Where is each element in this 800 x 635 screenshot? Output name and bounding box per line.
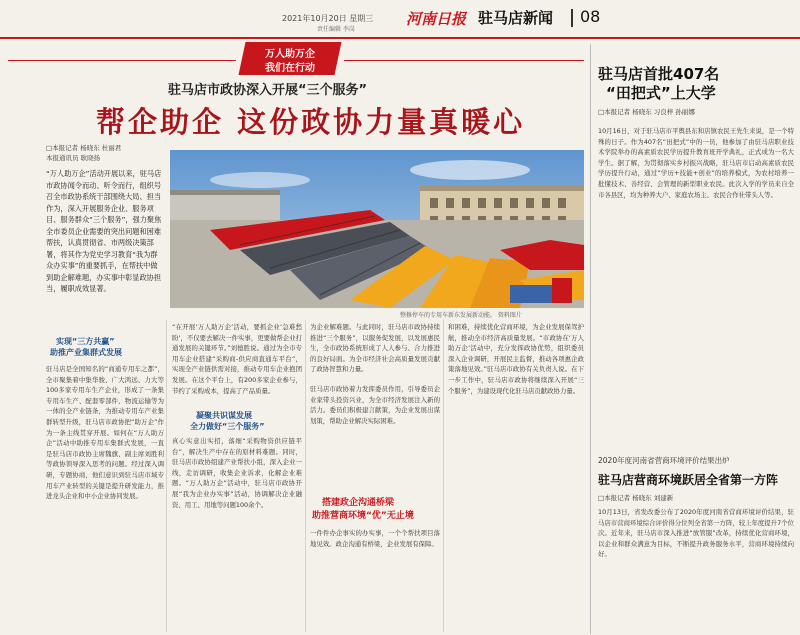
column1-text: 驻马店是全国知名的“商通专用车之都”，全市聚集着中集华骏、广大鸿远、力大等100多家专用车生产企业，形成了一条集专用车生产、配套零部件、物流运输等为一体的全产业链条，为推动专用车产业集群转型升级，驻马店市政协把“助万企”作为一条主线贯穿开展。如何在“万人助万企”活动中助推专用车集群式发展，一直是驻马店市政协主席魏旗、副主席刘胜利等政协领导深入思考的问题。经过深入调研，专题协商，他们意识到驻马店市域专用车产业转型的关键是提升研发能力，推进龙头企业和中小企业协同发展。: [46, 365, 164, 501]
newspaper-logo: 河南日报: [406, 10, 467, 28]
right-article-title-line1: 驻马店首批407名: [598, 65, 720, 83]
column3-heading-line2: 助推营商环境“优”无止境: [312, 511, 414, 521]
column1-heading-line1: 实现“三方共赢”: [56, 337, 115, 346]
right-article2-byline: □本报记者 杨晓东 刘建新: [598, 494, 674, 502]
column2-heading-line1: 凝聚共识谋发展: [196, 411, 252, 420]
right-column-divider: [590, 44, 591, 634]
section-title: 驻马店新闻: [478, 9, 554, 27]
right-article2-subhead: 2020年度河南省营商环境评价结果出炉: [598, 456, 730, 465]
masthead: [0, 0, 800, 38]
column-divider: [166, 320, 167, 632]
column2-heading-line2: 全力做好“三个服务”: [190, 422, 265, 431]
campaign-banner: [242, 42, 338, 75]
byline-reporters: □本报记者 杨晓东 杜丽君: [46, 144, 122, 152]
column1-heading-line2: 助推产业集群式发展: [50, 348, 122, 357]
banner-rule-left: [8, 60, 236, 61]
banner-text-line1: 万人助万企: [265, 49, 315, 60]
factory-photo: [170, 150, 584, 308]
column4-text: 和困难，持续优化营商环境，为企业发展保驾护航，推动全市经济高质量发展。“市政协在‘万人助万企’活动中，充分发挥政协优势，组织委员深入企业调研，开展民主监督，推动各项惠企政策落地见效。”驻马店市政协有关负责人说。在下一步工作中，驻马店市政协将继续深入开展“三个服务”，为建设现代化驻马店贡献政协力量。: [448, 323, 584, 395]
column3-text-continued: 驻马店市政协着力发挥委员作用，引导委员企业家带头投资兴业，为全市经济发展注入新的活力。委员们积极建言献策，为企业发展出谋划策，帮助企业解决实际困难。: [310, 385, 440, 425]
section-divider: [571, 9, 573, 27]
page-number: 08: [580, 7, 601, 26]
column-divider: [443, 320, 444, 632]
right-article-byline: □本报记者 杨晓东 习良梓 孙丽娜: [598, 108, 695, 116]
banner-text-line2: 我们在行动: [265, 63, 315, 74]
article-headline: 帮企助企 这份政协力量真暖心: [96, 105, 526, 139]
photo-caption: 整修停车的专用车新东发展新动能。 资料图片: [400, 312, 522, 319]
byline-correspondent: 本报通讯员 耿晓扬: [46, 154, 101, 162]
column2-text: “在开展‘万人助万企’活动，要抓企业‘急难愁盼’，不仅要去解决一件实事，更要做帮企业打通发展的关键环节。”刘德胜说。通过为全市专用车企业搭建“采购商-供应商直通车平台”，实现全产业链供需对接，推动专用车企业抱团发展。在这个平台上，有200多家企业参与，节约了采购成本，提高了产品质量。: [172, 323, 302, 395]
article-lead: “万人助万企”活动开展以来，驻马店市政协闻令而动、听令而行，组织号召全市政协系统干部围绕大局、担当作为，深入开展服务企业、服务项目、服务群众“三个服务”，强力聚焦全市委员企业需要的突出问题和困难帮扶，认真贯彻省、市两级决策部署，将其作为党史学习教育“我为群众办实事”的重要抓手，在帮扶中做到助企解难题，办实事中彰显政协担当，履职成效显著。: [46, 169, 162, 293]
article-byline: [46, 143, 121, 163]
masthead-rule: [0, 37, 800, 39]
right-article-text: 10月16日，对于驻马店市平舆县东和店镇农民王先生来说，是一个特殊的日子。作为407名“田把式”中的一员，他参加了由驻马店职业技术学院举办的高素质农民学历提升教育班开学典礼，正式成为一名大学生。据了解，为贯彻落实乡村振兴战略，驻马店市启动高素质农民学历提升行动，通过“学历+技能+创业”的培养模式，为农村培养一批懂技术、善经营、会管理的新型职业农民。此次入学的学员来自全市各县区，均为种养大户、家庭农场主、农民合作社带头人等。: [598, 127, 794, 199]
banner-rule-right: [344, 60, 584, 61]
column-divider: [305, 320, 306, 632]
right-article2-title: 驻马店营商环境跃居全省第一方阵: [598, 473, 779, 487]
right-article-title-line2: “田把式”上大学: [606, 84, 716, 102]
issue-date: 2021年10月20日 星期三: [282, 14, 374, 23]
column3-text-final: 一件件办企事实的办实事，一个个帮扶项目落地见效。政企沟通有桥梁，企业发展有保障。: [310, 529, 440, 548]
column3-heading-line1: 搭建政企沟通桥梁: [322, 498, 395, 508]
column2-text-continued: 真心实意出实招，落细“采购物资供应链平台”，解决生产中存在的原材料难题。同时，驻马店市政协组建产业帮扶小组，深入企业一线，走访调研，收集企业诉求，化解企业难题。“万人助万企”活动中，驻马店市政协开展“我为企业办实事”活动，协调解决企业融资、用工、用地等问题100余个。: [172, 437, 302, 509]
column3-text: 为企业解难题。与此同时，驻马店市政协持续推进“三个服务”，以服务促发展，以发展惠民生，全市政协系统形成了人人参与、合力推进的良好局面。为全市经济社会高质量发展贡献了政协智慧和力量。: [310, 323, 440, 374]
factory-photo-image: [170, 150, 584, 308]
right-article2-text: 10月13日，省发改委公布了2020年度河南省营商环境评价结果，驻马店市营商环境综合评价得分位列全省第一方阵，较上年度提升7个位次。近年来，驻马店市深入推进“放管服”改革，持续优化营商环境，以企业和群众满意为目标，不断提升政务服务水平，营商环境持续向好。: [598, 508, 794, 559]
editor-credit: 责任编辑 李岗: [317, 26, 355, 33]
article-subhead: 驻马店市政协深入开展“三个服务”: [168, 83, 368, 98]
